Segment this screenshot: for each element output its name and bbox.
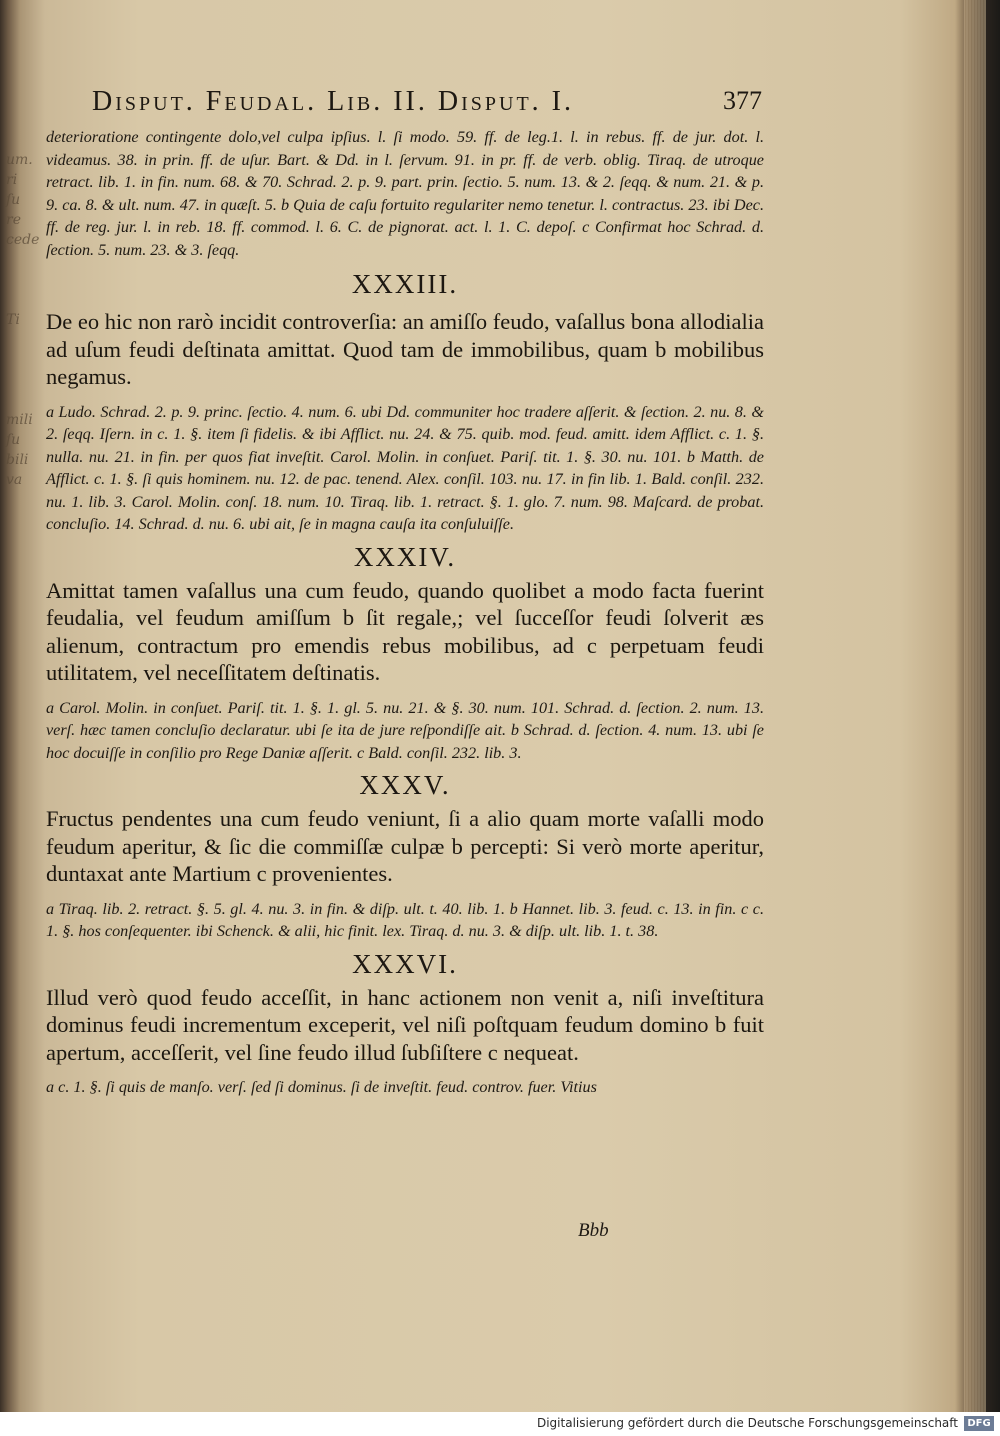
dfg-logo-icon: DFG (964, 1416, 994, 1431)
bleed-fragment: bili (6, 452, 29, 468)
section-notes: a Tiraq. lib. 2. retract. §. 5. gl. 4. nu. 3. in fin. & diſp. ult. t. 40. lib. 1. b Hannet. lib. 3. feud. c. 13. in fin. c c. 1. §. hos conſequenter. ibi Schenck. & alii, hic finit. lex. Tiraq. d. nu. 3. & diſp. ult. lib. 1. t. 38. (46, 899, 764, 940)
section-text: Fructus pendentes una cum feudo veniunt, ſi a alio quam morte vaſalli modo feudum aperitur, & ſic die commiſſæ culpæ b percepti: Si verò morte aperitur, duntaxat ante Martium c provenientes. (46, 806, 764, 886)
bleed-fragment: um. (6, 152, 33, 168)
bleed-fragment: ri (6, 172, 18, 188)
page-number: 377 (723, 86, 762, 115)
page-edges (964, 0, 986, 1412)
funding-credit: Digitalisierung gefördert durch die Deutsche Forschungsgemeinschaft (536, 1416, 958, 1430)
section-numeral: XXXIII. (351, 269, 459, 299)
section-text: De eo hic non rarò incidit controverſia: an amiſſo feudo, vaſallus bona allodialia ad uſum feudi deſtinata amittat. Quod tam de immobilibus, quam b mobilibus negamus. (46, 309, 764, 389)
section-text: Illud verò quod feudo acceſſit, in hanc actionem non venit a, niſi inveſtitura dominus feudi incrementum exceperit, vel niſi poſtquam feudum domino b fuit apertum, acceſſerit, vel ſine feudo illud ſubſiſtere c nequeat. (46, 984, 764, 1065)
bleed-fragment: ſu (6, 192, 21, 208)
bleed-fragment: re (6, 212, 21, 228)
running-head (92, 86, 762, 122)
section-notes: a c. 1. §. ſi quis de manſo. verſ. ſed ſi dominus. ſi de inveſtit. feud. controv. fuer. Vitius (46, 1078, 597, 1096)
signature-mark: Bbb (578, 1220, 609, 1241)
section-text: Amittat tamen vaſallus una cum feudo, quando quolibet a modo facta fuerint feudalia, vel feudum amiſſum b ſit regale,; vel ſucceſſor feudi ſolverit æs alienum, contractum pro emendis rebus mobilibus, ad c perpetuam feudi utilitatem, vel neceſſitatem deſtinatis. (46, 577, 764, 685)
section-numeral: XXXV. (359, 770, 451, 800)
section-numeral: XXXVI. (352, 948, 458, 979)
running-title: Disput. Feudal. Lib. II. Disput. I. (92, 86, 574, 117)
bleed-fragment: va (6, 472, 23, 488)
section-notes: a Carol. Molin. in conſuet. Pariſ. tit. 1. §. 1. gl. 5. nu. 21. & §. 30. num. 101. Schrad. d. ſection. 2. num. 13. verſ. hæc tamen concluſio declaratur. ubi ſe ita de jure reſpondiſſe ait. b Schrad. d. ſection. 4. num. 13. ubi ſe hoc docuiſſe in conſilio pro Rege Daniæ aſſerit. c Bald. conſil. 232. lib. 3. (46, 698, 764, 762)
margin-bleed (6, 150, 40, 490)
digitization-footer (0, 1412, 1000, 1436)
bleed-fragment: Ti (6, 312, 20, 328)
page-content (46, 126, 764, 1099)
section-notes: deterioratione contingente dolo,vel culpa ipſius. l. ſi modo. 59. ff. de leg.1. l. in rebus. ff. de jur. dot. l. videamus. 38. in prin. ff. de uſur. Bart. & Dd. in l. ſervum. 91. in pr. ff. de verb. oblig. Tiraq. de utroque retract. lib. 1. in fin. num. 68. & 70. Schrad. 2. p. 9. part. prin. ſectio. 5. num. 13. & 2. ſeqq. & num. 21. & p. 9. ca. 8. & ult. num. 47. in quæſt. 5. b Quia de caſu fortuito regulariter nemo tenetur. l. contractus. 23. ibi Dec. ff. de reg. jur. l. in reb. 18. ff. commod. l. 6. C. de pignorat. act. l. 1. C. depoſ. c Confirmat hoc Schrad. d. ſection. 5. num. 23. & 3. ſeqq. (46, 128, 764, 259)
bleed-fragment: ſu (6, 432, 21, 448)
section-numeral: XXXIV. (353, 541, 457, 572)
bleed-fragment: mili (6, 412, 33, 428)
bleed-fragment: cede (6, 232, 40, 248)
section-notes: a Ludo. Schrad. 2. p. 9. princ. ſectio. 4. num. 6. ubi Dd. communiter hoc tradere aſſerit. & ſection. 2. nu. 8. & 2. ſeqq. Iſern. in c. 1. §. item ſi fidelis. & ibi Afflict. nu. 24. & 75. quib. mod. feud. amitt. idem Afflict. c. 1. §. nulla. nu. 21. in fin. per quos fiat inveſtit. Carol. Molin. in conſuet. Pariſ. tit. 1. §. 30. nu. 101. b Matth. de Afflict. c. 1. §. ſi quis hominem. nu. 12. de pac. tenend. Alex. conſil. 103. nu. 17. in fin lib. 1. Bald. conſil. 232. nu. 1. lib. 3. Carol. Molin. conſ. 18. num. 10. Tiraq. lib. 1. retract. §. 1. glo. 7. num. 98. Maſcard. de probat. concluſio. 14. Schrad. d. nu. 6. ubi ait, ſe in magna cauſa ita conſuluiſſe. (46, 402, 764, 533)
